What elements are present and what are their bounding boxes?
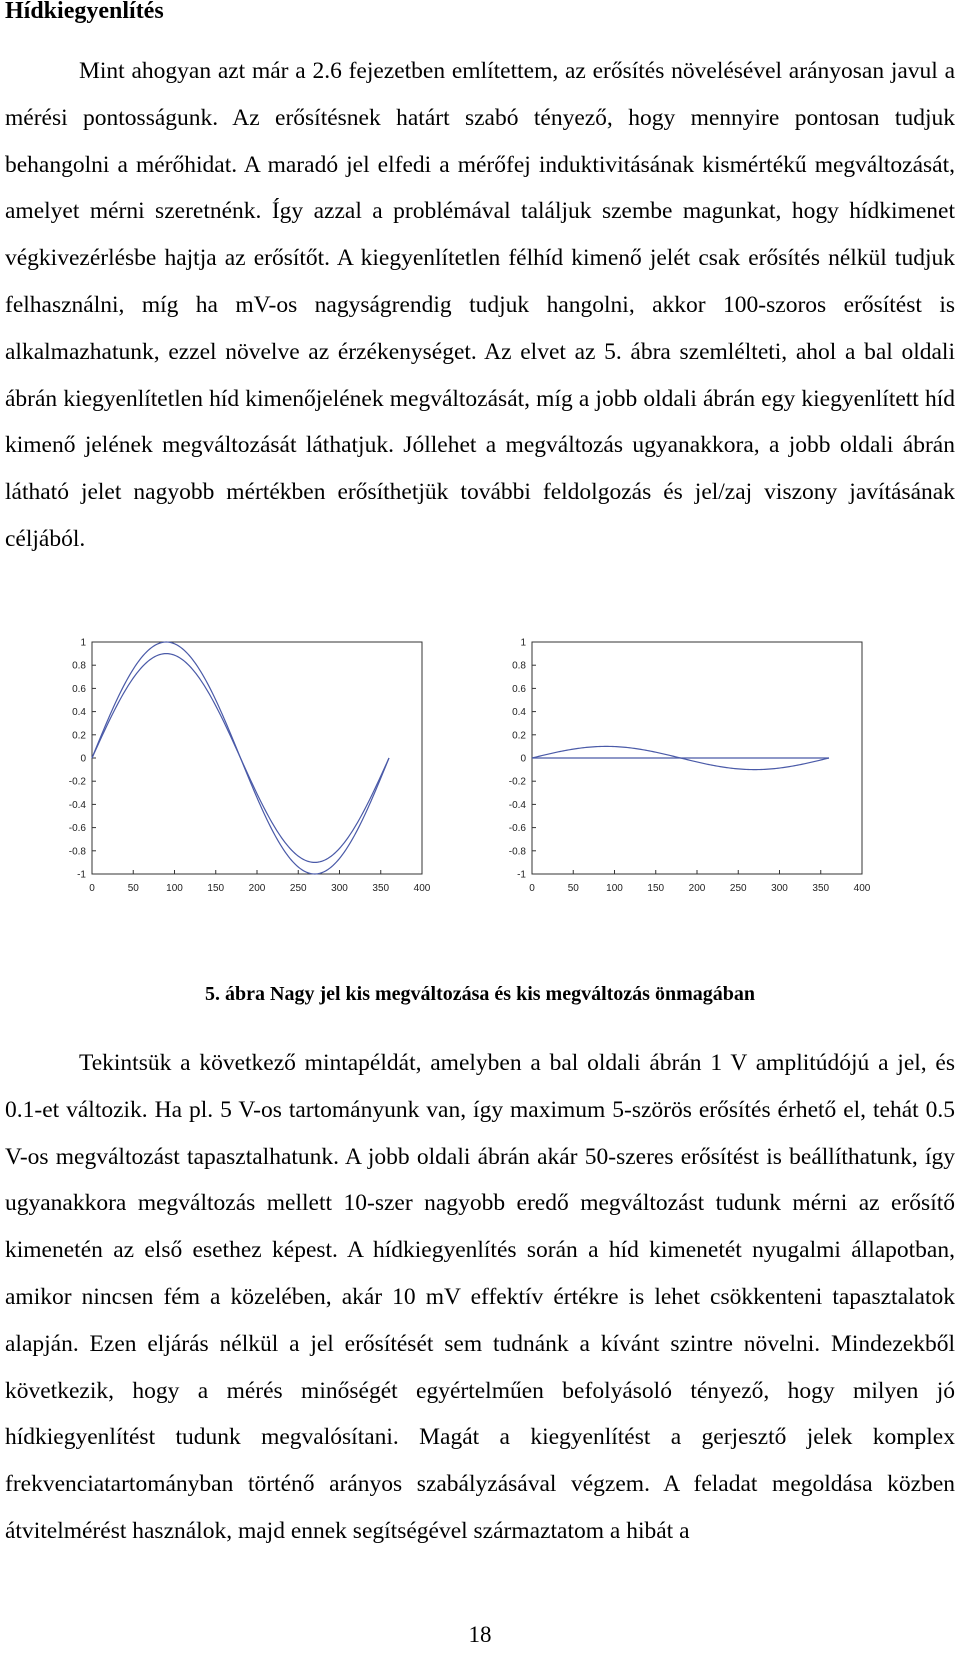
y-tick-label: -0.4	[68, 799, 86, 811]
x-tick-label: 50	[567, 883, 579, 894]
x-tick-label: 400	[413, 883, 431, 894]
y-tick-label: -0.4	[508, 799, 526, 811]
axis-ticks	[69, 638, 431, 895]
y-tick-label: -1	[517, 869, 526, 881]
x-tick-label: 0	[89, 883, 95, 894]
body-paragraph-1: Mint ahogyan azt már a 2.6 fejezetben említettem, az erősítés növelésével arányosan javul a mérési pontosságunk. Az erősítésnek határt szabó tényező, hogy mennyire pontosan tudjuk behangolni a mérőhidat. A maradó jel elfedi a mérőfej induktivitásának kismértékű megváltozását, amelyet mérni szeretnénk. Így azzal a problémával találjuk szembe magunkat, hogy hídkimenet végkivezérlésbe hajtja az erősítőt. A kiegyenlítetlen félhíd kimenő jelét csak erősítés nélkül tudjuk felhasználni, míg ha mV-os nagyságrendig tudjuk hangolni, akkor 100-szoros erősítést is alkalmazhatunk, ezzel növelve az érzékenységet. Az elvet az 5. ábra szemlélteti, ahol a bal oldali ábrán kiegyenlítetlen híd kimenőjelének megváltozását, míg a jobb oldali ábrán egy kiegyenlített híd kimenő jelének megváltozását láthatjuk. Jóllehet a megváltozás ugyanakkora, a jobb oldali ábrán látható jelet nagyobb mértékben erősíthetjük további feldolgozás és jel/zaj viszony javításának céljából.	[5, 58, 955, 552]
y-tick-label: -0.6	[68, 823, 86, 835]
x-tick-label: 200	[688, 883, 706, 894]
y-tick-label: 0.4	[512, 707, 526, 719]
x-tick-label: 400	[853, 883, 871, 894]
axis-ticks	[509, 638, 871, 895]
x-tick-label: 300	[771, 883, 788, 894]
y-tick-label: 0.8	[512, 660, 526, 672]
y-tick-label: 1	[520, 637, 526, 649]
y-tick-label: -0.2	[508, 776, 526, 788]
x-tick-label: 200	[248, 883, 266, 894]
figure-caption: 5. ábra Nagy jel kis megváltozása és kis megváltozás önmagában	[205, 983, 755, 1005]
y-tick-label: 0.2	[512, 730, 526, 742]
x-tick-label: 150	[647, 883, 665, 894]
x-tick-label: 250	[289, 883, 307, 894]
figure-5	[0, 630, 960, 950]
x-tick-label: 100	[606, 883, 623, 894]
left-sine-plot	[50, 630, 440, 900]
y-tick-label: 0.6	[512, 683, 526, 695]
y-tick-label: 0.4	[72, 707, 86, 719]
x-tick-label: 0	[529, 883, 535, 894]
page-number: 18	[468, 1622, 492, 1647]
x-tick-label: 250	[729, 883, 747, 894]
y-tick-label: 1	[80, 637, 86, 649]
y-tick-label: 0.6	[72, 683, 86, 695]
plot-frame	[92, 642, 422, 874]
x-tick-label: 350	[372, 883, 390, 894]
body-paragraph-2: Tekintsük a következő mintapéldát, amelyben a bal oldali ábrán 1 V amplitúdójú a jel, és 0.1-et változik. Ha pl. 5 V-os tartományunk van, így maximum 5-szörös erősítés érhető el, tehát 0.5 V-os megváltozást tapasztalhatunk. A jobb oldali ábrán akár 50-szeres erősítést is beállíthatunk, így ugyanakkora megváltozás mellett 10-szer nagyobb eredő megváltozást tudunk mérni az erősítő kimenetén az első esethez képest. A hídkiegyenlítés során a híd kimenetét nyugalmi állapotban, amikor nincsen fém a közelében, akár 10 mV effektív értékre is lehet csökkenteni tapasztalatok alapján. Ezen eljárás nélkül a jel erősítését sem tudnánk a kívánt szintre növelni. Mindezekből következik, hogy a mérés minőségét egyértelműen befolyásoló tényező, hogy milyen jó hídkiegyenlítést tudunk megvalósítani. Magát a kiegyenlítést a gerjesztő jelek komplex frekvenciatartományban történő arányos szabályzásával végzem. A feladat megoldása közben átvitelmérést használok, majd ennek segítségével származtatom a hibát a	[5, 1050, 955, 1544]
section-title: Hídkiegyenlítés	[5, 0, 164, 24]
y-tick-label: 0	[520, 753, 526, 765]
x-tick-label: 150	[207, 883, 225, 894]
y-tick-label: -1	[77, 869, 86, 881]
y-tick-label: 0	[80, 753, 86, 765]
x-tick-label: 50	[127, 883, 139, 894]
y-tick-label: -0.2	[68, 776, 86, 788]
y-tick-label: 0.8	[72, 660, 86, 672]
right-sine-plot	[490, 630, 880, 900]
y-tick-label: -0.8	[68, 846, 86, 858]
y-tick-label: -0.8	[508, 846, 526, 858]
x-tick-label: 100	[166, 883, 183, 894]
sine-series-line	[92, 654, 389, 863]
y-tick-label: -0.6	[508, 823, 526, 835]
y-tick-label: 0.2	[72, 730, 86, 742]
x-tick-label: 300	[331, 883, 348, 894]
x-tick-label: 350	[812, 883, 830, 894]
